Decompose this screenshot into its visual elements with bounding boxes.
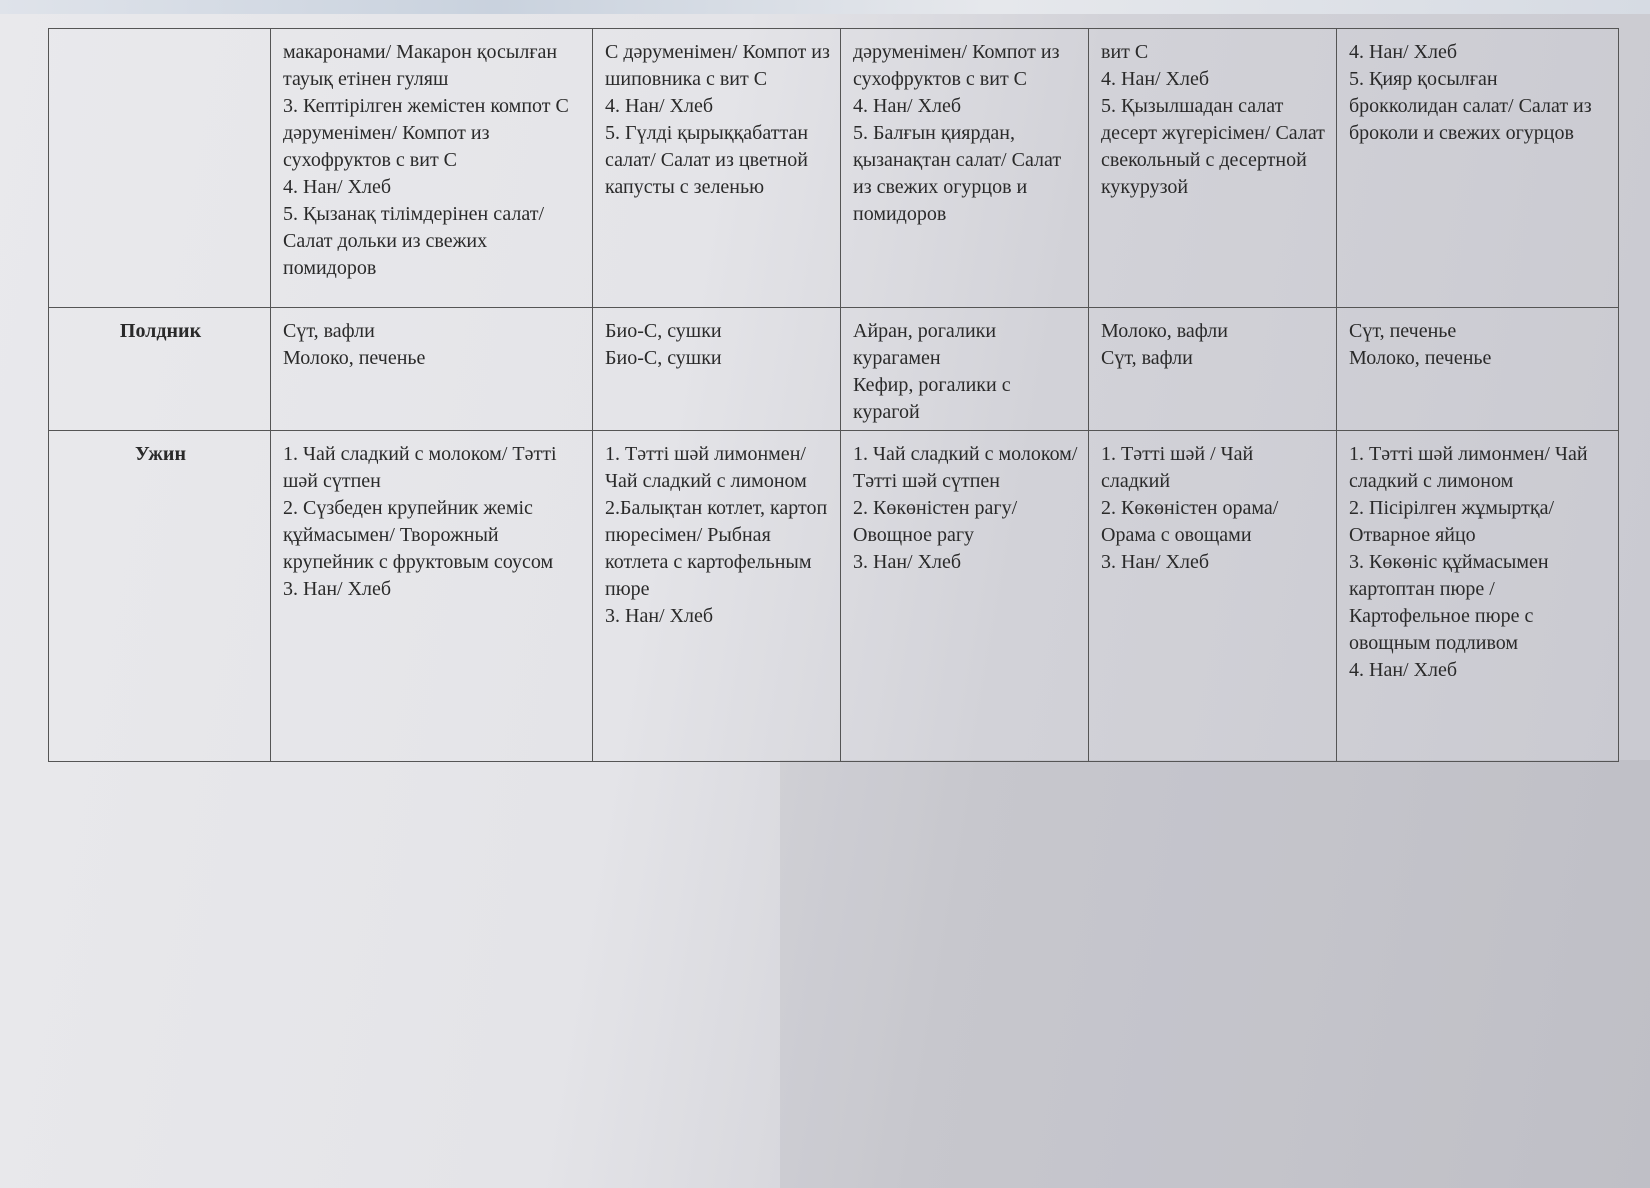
menu-cell-day2: С дәруменімен/ Компот из шиповника с вит С 4. Нан/ Хлеб 5. Гүлді қырыққабаттан салат/ Салат из цветной капусты с зеленью <box>593 29 841 308</box>
menu-cell-day2: Био-С, сушки Био-С, сушки <box>593 308 841 431</box>
menu-cell-day2: 1. Тәтті шәй лимонмен/ Чай сладкий с лимоном 2.Балықтан котлет, картоп пюресімен/ Рыбная котлета с картофельным пюре 3. Нан/ Хлеб <box>593 431 841 762</box>
meal-label-cell: Ужин <box>49 431 271 762</box>
menu-cell-day3: Айран, рогалики курагамен Кефир, рогалики с курагой <box>841 308 1089 431</box>
menu-cell-day1: 1. Чай сладкий с молоком/ Тәтті шәй сүтпен 2. Сүзбеден крупейник жеміс құймасымен/ Творожный крупейник с фруктовым соусом 3. Нан/ Хлеб <box>271 431 593 762</box>
menu-cell-day5: Сүт, печенье Молоко, печенье <box>1337 308 1619 431</box>
meal-label-cell <box>49 29 271 308</box>
menu-cell-day3: 1. Чай сладкий с молоком/ Тәтті шәй сүтпен 2. Көкөністен рагу/ Овощное рагу 3. Нан/ Хлеб <box>841 431 1089 762</box>
menu-cell-day4: Молоко, вафли Сүт, вафли <box>1089 308 1337 431</box>
menu-cell-day1: Сүт, вафли Молоко, печенье <box>271 308 593 431</box>
meal-label-cell: Полдник <box>49 308 271 431</box>
menu-cell-day4: вит С 4. Нан/ Хлеб 5. Қызылшадан салат десерт жүгерісімен/ Салат свекольный с десертной кукурузой <box>1089 29 1337 308</box>
table-row-lunch-continued <box>49 29 1619 308</box>
paper-edge-strip <box>0 0 1650 14</box>
menu-cell-day5: 1. Тәтті шәй лимонмен/ Чай сладкий с лимоном 2. Пісірілген жұмыртқа/ Отварное яйцо 3. Көкөніс құймасымен картоптан пюре / Картофельное пюре с овощным подливом 4. Нан/ Хлеб <box>1337 431 1619 762</box>
paper-shadow <box>780 760 1650 1188</box>
menu-cell-day1: макаронами/ Макарон қосылған тауық етінен гуляш 3. Кептірілген жемістен компот С дәруменімен/ Компот из сухофруктов с вит С 4. Нан/ Хлеб 5. Қызанақ тілімдерінен салат/ Салат дольки из свежих помидоров <box>271 29 593 308</box>
table-row-poldnik <box>49 308 1619 431</box>
menu-cell-day4: 1. Тәтті шәй / Чай сладкий 2. Көкөністен орама/ Орама с овощами 3. Нан/ Хлеб <box>1089 431 1337 762</box>
table-row-uzhin <box>49 431 1619 762</box>
menu-cell-day3: дәруменімен/ Компот из сухофруктов с вит С 4. Нан/ Хлеб 5. Балғын қиярдан, қызанақтан салат/ Салат из свежих огурцов и помидоров <box>841 29 1089 308</box>
menu-cell-day5: 4. Нан/ Хлеб 5. Қияр қосылған брокколидан салат/ Салат из броколи и свежих огурцов <box>1337 29 1619 308</box>
menu-table <box>48 28 1619 762</box>
